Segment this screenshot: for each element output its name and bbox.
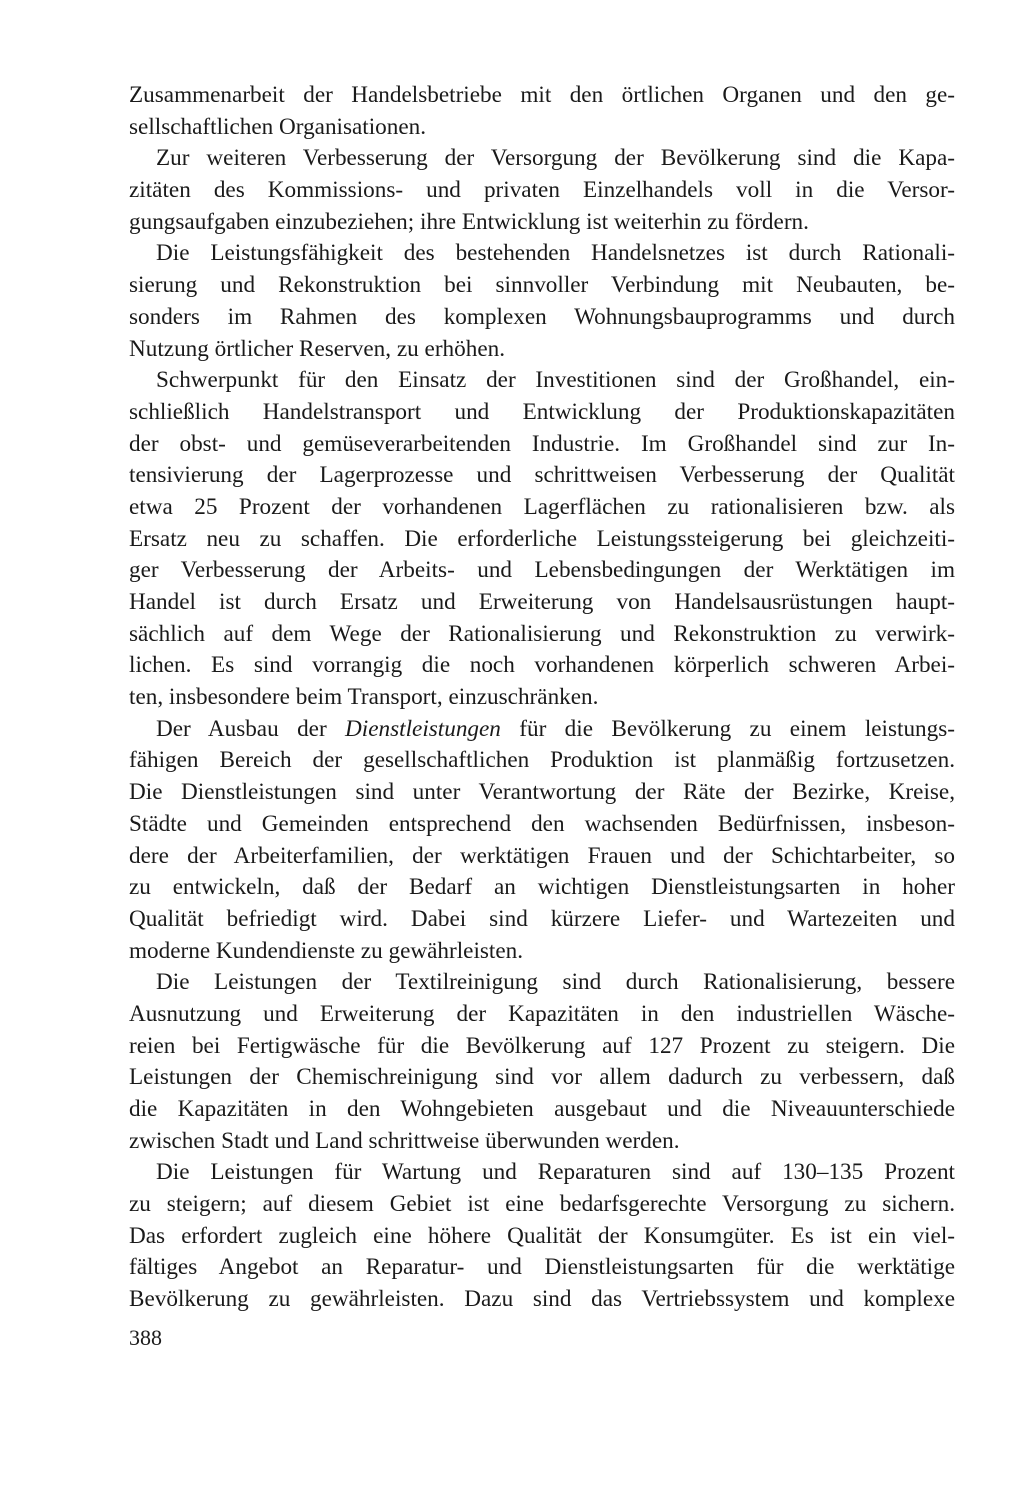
- page-number: 388: [129, 1325, 162, 1350]
- text-line: zwischen Stadt und Land schrittweise überwunden werden.: [129, 1127, 680, 1154]
- text-line: Schwerpunkt für den Einsatz der Investitionen sind der Großhandel, ein-: [156, 367, 955, 394]
- text-line: fältiges Angebot an Reparatur- und Dienstleistungsarten für die werktätige: [129, 1254, 955, 1281]
- text-line: schließlich Handelstransport und Entwicklung der Produktionskapazitäten: [129, 398, 955, 425]
- text-line-with-emphasis: [129, 714, 955, 746]
- text-line: gungsaufgaben einzubeziehen; ihre Entwicklung ist weiterhin zu fördern.: [129, 208, 809, 235]
- text-line: zu entwickeln, daß der Bedarf an wichtigen Dienstleistungsarten in hoher: [129, 874, 955, 901]
- emphasized-term: Dienstleistungen: [345, 715, 501, 742]
- text-line: fähigen Bereich der gesellschaftlichen Produktion ist planmäßig fortzusetzen.: [129, 747, 955, 774]
- text-line: moderne Kundendienste zu gewährleisten.: [129, 937, 524, 964]
- text-line: zitäten des Kommissions- und privaten Einzelhandels voll in die Versor-: [129, 177, 955, 204]
- text-line: tensivierung der Lagerprozesse und schrittweisen Verbesserung der Qualität: [129, 462, 955, 489]
- text-line: Die Leistungsfähigkeit des bestehenden Handelsnetzes ist durch Rationali-: [156, 240, 955, 267]
- line-suffix: für die Bevölkerung zu einem leistungs-: [500, 715, 955, 742]
- text-line: Die Leistungen für Wartung und Reparaturen sind auf 130–135 Prozent: [156, 1159, 955, 1186]
- text-line: sierung und Rekonstruktion bei sinnvoller Verbindung mit Neubauten, be-: [129, 272, 955, 299]
- text-line: Die Leistungen der Textilreinigung sind durch Rationalisierung, bessere: [156, 969, 955, 996]
- text-line: lichen. Es sind vorrangig die noch vorhandenen körperlich schweren Arbei-: [129, 652, 955, 679]
- text-line: Städte und Gemeinden entsprechend den wachsenden Bedürfnissen, insbeson-: [129, 810, 955, 837]
- text-line: Das erfordert zugleich eine höhere Qualität der Konsumgüter. Es ist ein viel-: [129, 1222, 955, 1249]
- text-line: Ersatz neu zu schaffen. Die erforderliche Leistungssteigerung bei gleichzeiti-: [129, 525, 955, 552]
- text-line: Bevölkerung zu gewährleisten. Dazu sind das Vertriebssystem und komplexe: [129, 1286, 955, 1313]
- text-line: der obst- und gemüseverarbeitenden Industrie. Im Großhandel sind zur In-: [129, 430, 955, 457]
- text-line: ten, insbesondere beim Transport, einzuschränken.: [129, 684, 599, 711]
- text-line: zu steigern; auf diesem Gebiet ist eine bedarfsgerechte Versorgung zu sichern.: [129, 1191, 955, 1218]
- text-line: Die Dienstleistungen sind unter Verantwortung der Räte der Bezirke, Kreise,: [129, 779, 955, 806]
- body-text: [129, 80, 955, 1316]
- text-line: etwa 25 Prozent der vorhandenen Lagerflächen zu rationalisieren bzw. als: [129, 493, 955, 520]
- text-line: Nutzung örtlicher Reserven, zu erhöhen.: [129, 335, 506, 362]
- text-line: Zur weiteren Verbesserung der Versorgung der Bevölkerung sind die Kapa-: [156, 145, 955, 172]
- text-line: reien bei Fertigwäsche für die Bevölkerung auf 127 Prozent zu steigern. Die: [129, 1032, 955, 1059]
- text-line: Qualität befriedigt wird. Dabei sind kürzere Liefer- und Wartezeiten und: [129, 905, 955, 932]
- text-line: sächlich auf dem Wege der Rationalisierung und Rekonstruktion zu verwirk-: [129, 620, 955, 647]
- line-prefix: Der Ausbau der: [156, 715, 346, 742]
- text-line: Zusammenarbeit der Handelsbetriebe mit den örtlichen Organen und den ge-: [129, 82, 955, 108]
- text-line: sellschaftlichen Organisationen.: [129, 113, 427, 140]
- text-line: die Kapazitäten in den Wohngebieten ausgebaut und die Niveauunterschiede: [129, 1096, 955, 1122]
- text-line: Leistungen der Chemischreinigung sind vor allem dadurch zu verbessern, daß: [129, 1064, 955, 1091]
- text-line: Handel ist durch Ersatz und Erweiterung von Handelsausrüstungen haupt-: [129, 589, 955, 615]
- text-line: sonders im Rahmen des komplexen Wohnungsbauprogramms und durch: [129, 303, 955, 330]
- text-line: dere der Arbeiterfamilien, der werktätigen Frauen und der Schichtarbeiter, so: [129, 842, 955, 869]
- text-line: ger Verbesserung der Arbeits- und Lebensbedingungen der Werktätigen im: [129, 557, 955, 584]
- text-line: Ausnutzung und Erweiterung der Kapazitäten in den industriellen Wäsche-: [129, 1000, 955, 1027]
